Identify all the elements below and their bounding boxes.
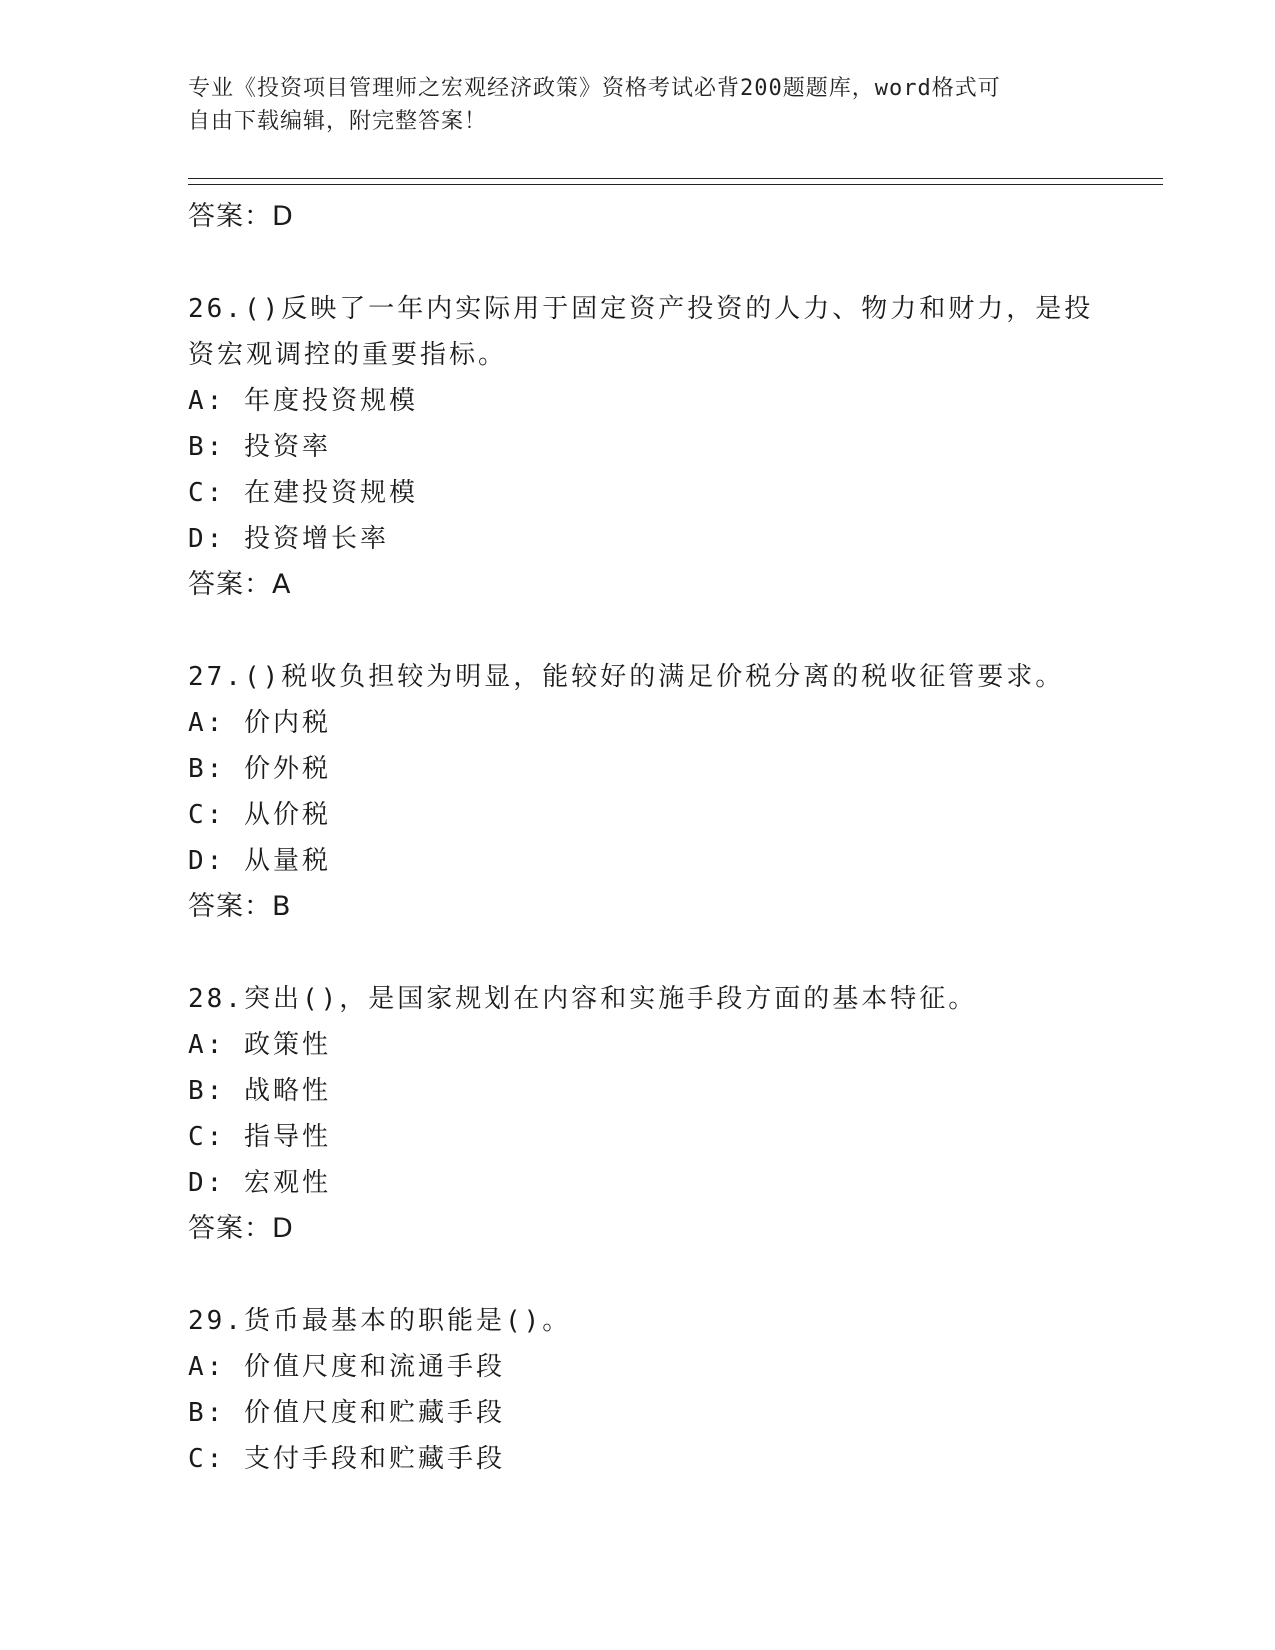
option-c: C: 支付手段和贮藏手段 [188, 1444, 505, 1474]
option-a: A: 政策性 [188, 1030, 331, 1060]
question-26 [188, 286, 1094, 608]
question-stem: 26.()反映了一年内实际用于固定资产投资的人力、物力和财力，是投 [188, 294, 1094, 324]
option-d: D: 宏观性 [188, 1168, 331, 1198]
option-b: B: 价值尺度和贮藏手段 [188, 1398, 505, 1428]
question-stem: 29.货币最基本的职能是()。 [188, 1306, 572, 1336]
option-b: B: 战略性 [188, 1076, 331, 1106]
header-rule-bottom [188, 184, 1163, 185]
option-d: D: 从量税 [188, 846, 331, 876]
option-a: A: 价内税 [188, 708, 331, 738]
answer: 答案：D [188, 1213, 294, 1244]
option-c: C: 指导性 [188, 1122, 331, 1152]
question-28 [188, 976, 1088, 1252]
header-line-2: 自由下载编辑，附完整答案！ [188, 109, 488, 134]
option-d: D: 投资增长率 [188, 524, 389, 554]
question-list [188, 186, 1094, 1482]
option-a: A: 年度投资规模 [188, 386, 418, 416]
question-stem-continued: 资宏观调控的重要指标。 [188, 340, 508, 370]
answer: 答案：A [188, 569, 292, 600]
document-header [188, 72, 1088, 138]
option-b: B: 价外税 [188, 754, 331, 784]
question-27 [188, 654, 1088, 930]
previous-answer: 答案：D [188, 201, 294, 232]
answer: 答案：B [188, 891, 292, 922]
header-line-1: 专业《投资项目管理师之宏观经济政策》资格考试必背200题题库，word格式可 [188, 76, 1001, 101]
question-stem: 28.突出()，是国家规划在内容和实施手段方面的基本特征。 [188, 984, 978, 1014]
question-29 [188, 1298, 1088, 1482]
option-a: A: 价值尺度和流通手段 [188, 1352, 505, 1382]
question-stem: 27.()税收负担较为明显，能较好的满足价税分离的税收征管要求。 [188, 662, 1065, 692]
option-b: B: 投资率 [188, 432, 331, 462]
option-c: C: 从价税 [188, 800, 331, 830]
option-c: C: 在建投资规模 [188, 478, 418, 508]
header-rule-top [188, 178, 1163, 179]
